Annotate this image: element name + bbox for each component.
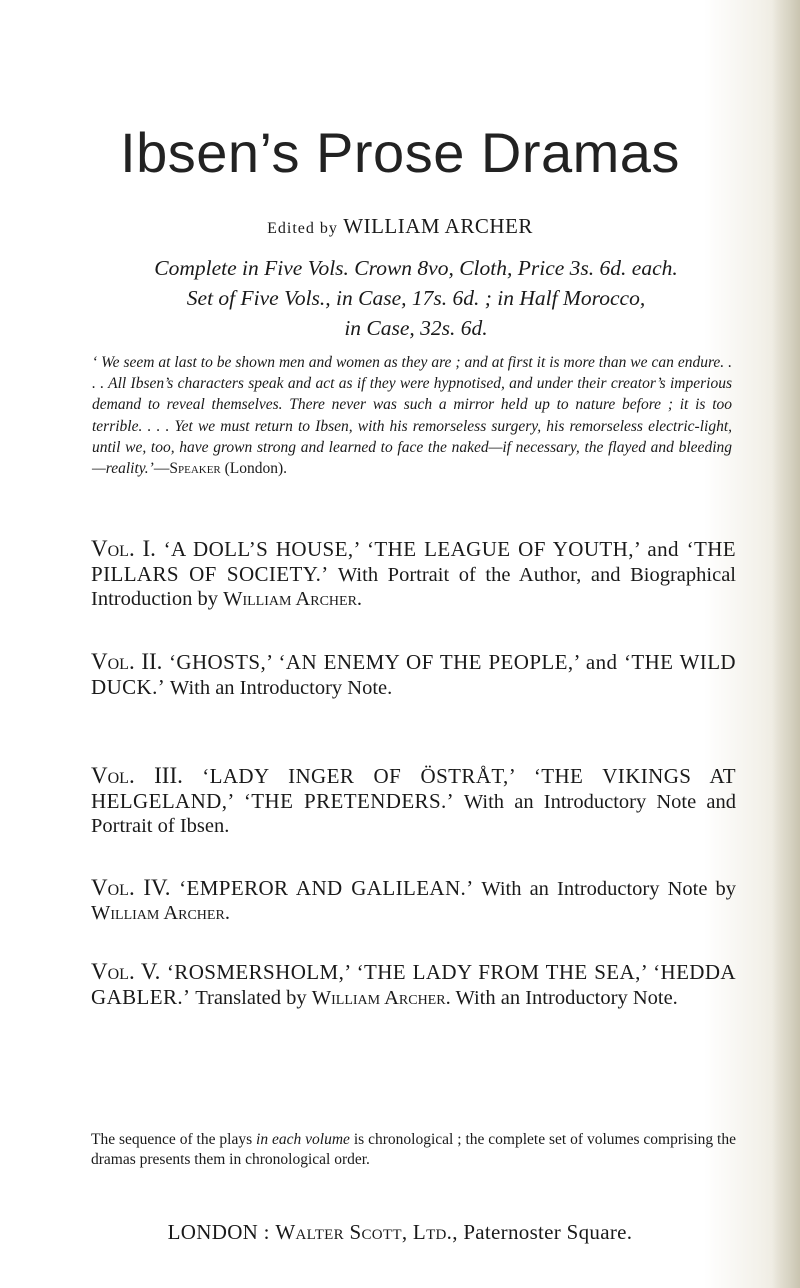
note-text-after: is chronological ; the complete set of volumes comprising the dramas presents them in chronological order. <box>91 1131 736 1168</box>
volume-label: Vol. I. <box>91 536 156 561</box>
quote-source-name: Speaker <box>169 460 221 478</box>
note-text-before: The sequence of the plays <box>91 1131 257 1148</box>
volume-entry-5 <box>91 960 736 1010</box>
volume-label: Vol. V. <box>91 959 161 984</box>
editor-name: WILLIAM ARCHER <box>343 214 533 238</box>
volume-label: Vol. IV. <box>91 875 171 900</box>
editor-prefix: Edited by <box>267 220 338 237</box>
page-title: Ibsen’s Prose Dramas <box>120 121 680 184</box>
volume-label: Vol. II. <box>91 649 163 674</box>
pricing-line-2: Set of Five Vols., in Case, 17s. 6d. ; in Half Morocco, <box>186 286 646 310</box>
volume-description: With an Introductory Note and Portrait of Ibsen. <box>91 791 736 837</box>
imprint-publisher: Walter Scott, Ltd. <box>275 1220 453 1244</box>
volume-end: . <box>224 902 230 924</box>
sequence-note <box>91 1130 736 1170</box>
volume-titles: ‘LADY INGER OF ÖSTRÅT,’ ‘THE VIKINGS AT HELGELAND,’ ‘THE PRETENDERS.’ <box>91 764 737 813</box>
volume-description: With an Introductory Note. <box>165 677 393 699</box>
volume-entry-2 <box>91 650 736 700</box>
volume-titles: ‘ROSMERSHOLM,’ ‘THE LADY FROM THE SEA,’ ‘HEDDA GABLER.’ <box>91 960 737 1009</box>
quote-source-sep: — <box>153 460 170 478</box>
volume-titles: ‘GHOSTS,’ ‘AN ENEMY OF THE PEOPLE,’ and ‘THE WILD DUCK.’ <box>91 650 736 699</box>
imprint-city: LONDON : <box>167 1220 270 1244</box>
page-edge-shadow <box>772 0 800 1288</box>
note-text-italic: in each volume <box>256 1131 350 1148</box>
volume-entry-1 <box>91 537 736 611</box>
volume-end: . <box>356 588 363 610</box>
volume-titles: ‘EMPEROR AND GALILEAN.’ <box>170 876 474 900</box>
pricing-block <box>96 253 736 343</box>
volume-credit: William Archer <box>91 902 225 924</box>
quote-source-place: (London). <box>220 460 288 478</box>
volume-description: With Portrait of the Author, and Biographical Introduction by <box>91 564 736 610</box>
volume-description: Translated by <box>190 987 312 1009</box>
volume-description: With an Introductory Note by <box>473 878 737 900</box>
volume-titles: ‘A DOLL’S HOUSE,’ ‘THE LEAGUE OF YOUTH,’ and ‘THE PILLARS OF SOCIETY.’ <box>91 537 736 586</box>
volume-credit: William Archer <box>223 588 357 610</box>
publisher-imprint <box>0 1220 800 1245</box>
volume-end: . With an Introductory Note. <box>445 987 678 1009</box>
quote-text: ‘ We seem at last to be shown men and women as they are ; and at first it is more than we can endure. . . . All Ibsen’s characters speak and act as if they were hypnotised, and under their creator’s imperious demand to reveal themselves. There never was such a mirror held up to nature before ; it is too terrible. . . . Yet we must return to Ibsen, with his remorseless surgery, his remorseless electric-light, until we, too, have grown strong and learned to face the naked—if necessary, the flayed and bleeding—reality.’ <box>92 354 732 478</box>
volume-entry-3 <box>91 764 736 838</box>
pricing-line-1: Complete in Five Vols. Crown 8vo, Cloth, Price 3s. 6d. each. <box>154 256 678 280</box>
pricing-line-3: in Case, 32s. 6d. <box>344 316 488 340</box>
press-quote <box>92 352 732 479</box>
volume-label: Vol. III. <box>91 763 183 788</box>
volume-entry-4 <box>91 876 736 925</box>
imprint-address: , Paternoster Square. <box>452 1220 633 1244</box>
editor-line <box>0 214 800 239</box>
volume-credit: William Archer <box>311 987 446 1009</box>
